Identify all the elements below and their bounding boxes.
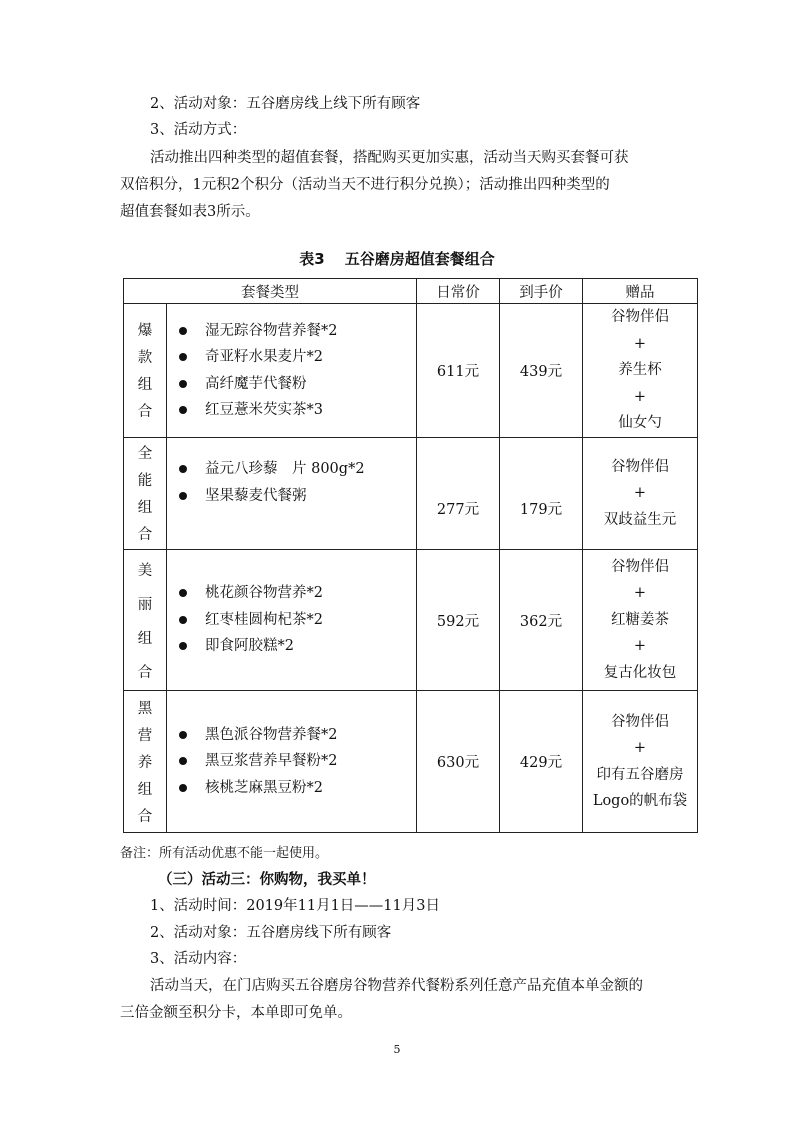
category-char: 营 — [137, 727, 153, 744]
category-cell — [124, 691, 167, 833]
gift-line: + — [633, 585, 647, 602]
list-item: 坚果藜麦代餐粥 — [177, 483, 416, 510]
table-header-row — [124, 279, 698, 304]
gift-line: 谷物伴侣 — [611, 458, 669, 475]
gift-line: + — [633, 740, 647, 756]
header-regular-price: 日常价 — [417, 279, 500, 304]
category-char: 全 — [137, 446, 153, 462]
gift-line: + — [633, 638, 647, 655]
final-price-cell: 439元 — [500, 304, 583, 438]
table-note: 备注：所有活动优惠不能一起使用。 — [120, 846, 329, 861]
content-paragraph-line-2: 三倍金额至积分卡，本单即可免单。 — [120, 1005, 352, 1021]
category-char: 组 — [137, 377, 153, 393]
list-item: 高纤魔芋代餐粉 — [177, 371, 416, 398]
gift-line: 复古化妆包 — [603, 664, 677, 681]
category-cell — [124, 438, 167, 550]
table-row — [124, 438, 698, 550]
gift-cell — [583, 550, 698, 691]
table-row — [124, 550, 698, 691]
activity-method-label: 3、活动方式： — [150, 122, 247, 138]
list-item: 黑豆浆营养早餐粉*2 — [177, 748, 416, 775]
gift-line: 谷物伴侣 — [611, 309, 669, 326]
category-char: 组 — [137, 781, 153, 798]
category-cell — [124, 304, 167, 438]
list-item: 桃花颜谷物营养*2 — [177, 580, 416, 607]
table-caption-title: 五谷磨房超值套餐组合 — [344, 250, 495, 268]
list-item: 即食阿胶糕*2 — [177, 633, 416, 660]
category-char: 组 — [137, 500, 153, 516]
category-char: 款 — [137, 350, 153, 366]
category-char: 能 — [137, 473, 153, 489]
table-caption — [0, 248, 794, 269]
regular-price-cell: 592元 — [417, 550, 500, 691]
items-cell — [167, 438, 417, 550]
list-item: 红枣桂圆枸杞茶*2 — [177, 607, 416, 634]
list-item: 黑色派谷物营养餐*2 — [177, 722, 416, 749]
intro-paragraph-line-1: 活动推出四种类型的超值套餐，搭配购买更加实惠，活动当天购买套餐可获 — [150, 150, 629, 166]
gift-cell — [583, 691, 698, 833]
category-char: 合 — [137, 527, 153, 543]
gift-line: 红糖姜茶 — [611, 611, 669, 628]
table-caption-number: 表3 — [299, 250, 325, 268]
gift-line: Logo的帆布袋 — [592, 793, 688, 809]
activity-target-line: 2、活动对象：五谷磨房线上线下所有顾客 — [150, 96, 421, 112]
list-item: 湿无踪谷物营养餐*2 — [177, 318, 416, 345]
regular-price-cell: 630元 — [417, 691, 500, 833]
content-paragraph-line-1: 活动当天，在门店购买五谷磨房谷物营养代餐粉系列任意产品充值本单金额的 — [150, 978, 643, 994]
category-char: 养 — [137, 754, 153, 771]
table-row — [124, 691, 698, 833]
header-final-price: 到手价 — [500, 279, 583, 304]
items-cell — [167, 304, 417, 438]
activity-content-label: 3、活动内容： — [150, 951, 247, 967]
final-price-cell: 362元 — [500, 550, 583, 691]
final-price-cell: 429元 — [500, 691, 583, 833]
gift-line: 谷物伴侣 — [611, 713, 669, 730]
final-price-cell: 179元 — [500, 438, 583, 550]
intro-paragraph-line-2: 双倍积分，1元积2个积分（活动当天不进行积分兑换）；活动推出四种类型的 — [120, 177, 610, 193]
items-cell — [167, 691, 417, 833]
category-char: 美 — [137, 562, 153, 579]
section-heading: （三）活动三：你购物，我买单！ — [158, 872, 376, 888]
gift-line: + — [633, 485, 647, 502]
regular-price-cell: 611元 — [417, 304, 500, 438]
table-row — [124, 304, 698, 438]
category-char: 爆 — [137, 323, 153, 339]
category-char: 组 — [137, 630, 153, 647]
gift-line: 养生杯 — [618, 362, 662, 379]
page-number: 5 — [393, 1043, 401, 1056]
list-item: 核桃芝麻黑豆粉*2 — [177, 775, 416, 802]
package-table — [123, 278, 698, 833]
category-char: 合 — [137, 404, 153, 420]
gift-line: 印有五谷磨房 — [596, 766, 684, 783]
category-cell — [124, 550, 167, 691]
category-char: 合 — [137, 808, 153, 825]
activity-time-line: 1、活动时间：2019年11月1日——11月3日 — [150, 898, 440, 914]
list-item: 奇亚籽水果麦片*2 — [177, 344, 416, 371]
category-char: 丽 — [137, 596, 153, 613]
activity-target-line-2: 2、活动对象：五谷磨房线下所有顾客 — [150, 925, 392, 941]
regular-price-cell: 277元 — [417, 438, 500, 550]
category-char: 黑 — [137, 700, 153, 717]
gift-line: + — [633, 388, 647, 405]
header-gift: 赠品 — [583, 279, 698, 304]
items-cell — [167, 550, 417, 691]
gift-cell — [583, 438, 698, 550]
gift-line: + — [633, 335, 647, 352]
gift-line: 仙女勺 — [618, 415, 662, 432]
intro-paragraph-line-3: 超值套餐如表3所示。 — [120, 204, 260, 220]
header-package-type: 套餐类型 — [124, 279, 417, 304]
gift-line: 双歧益生元 — [603, 511, 677, 528]
gift-line: 谷物伴侣 — [611, 558, 669, 575]
gift-cell — [583, 304, 698, 438]
list-item: 益元八珍藜 片 800g*2 — [177, 456, 416, 483]
list-item: 红豆薏米芡实茶*3 — [177, 397, 416, 424]
category-char: 合 — [137, 664, 153, 681]
